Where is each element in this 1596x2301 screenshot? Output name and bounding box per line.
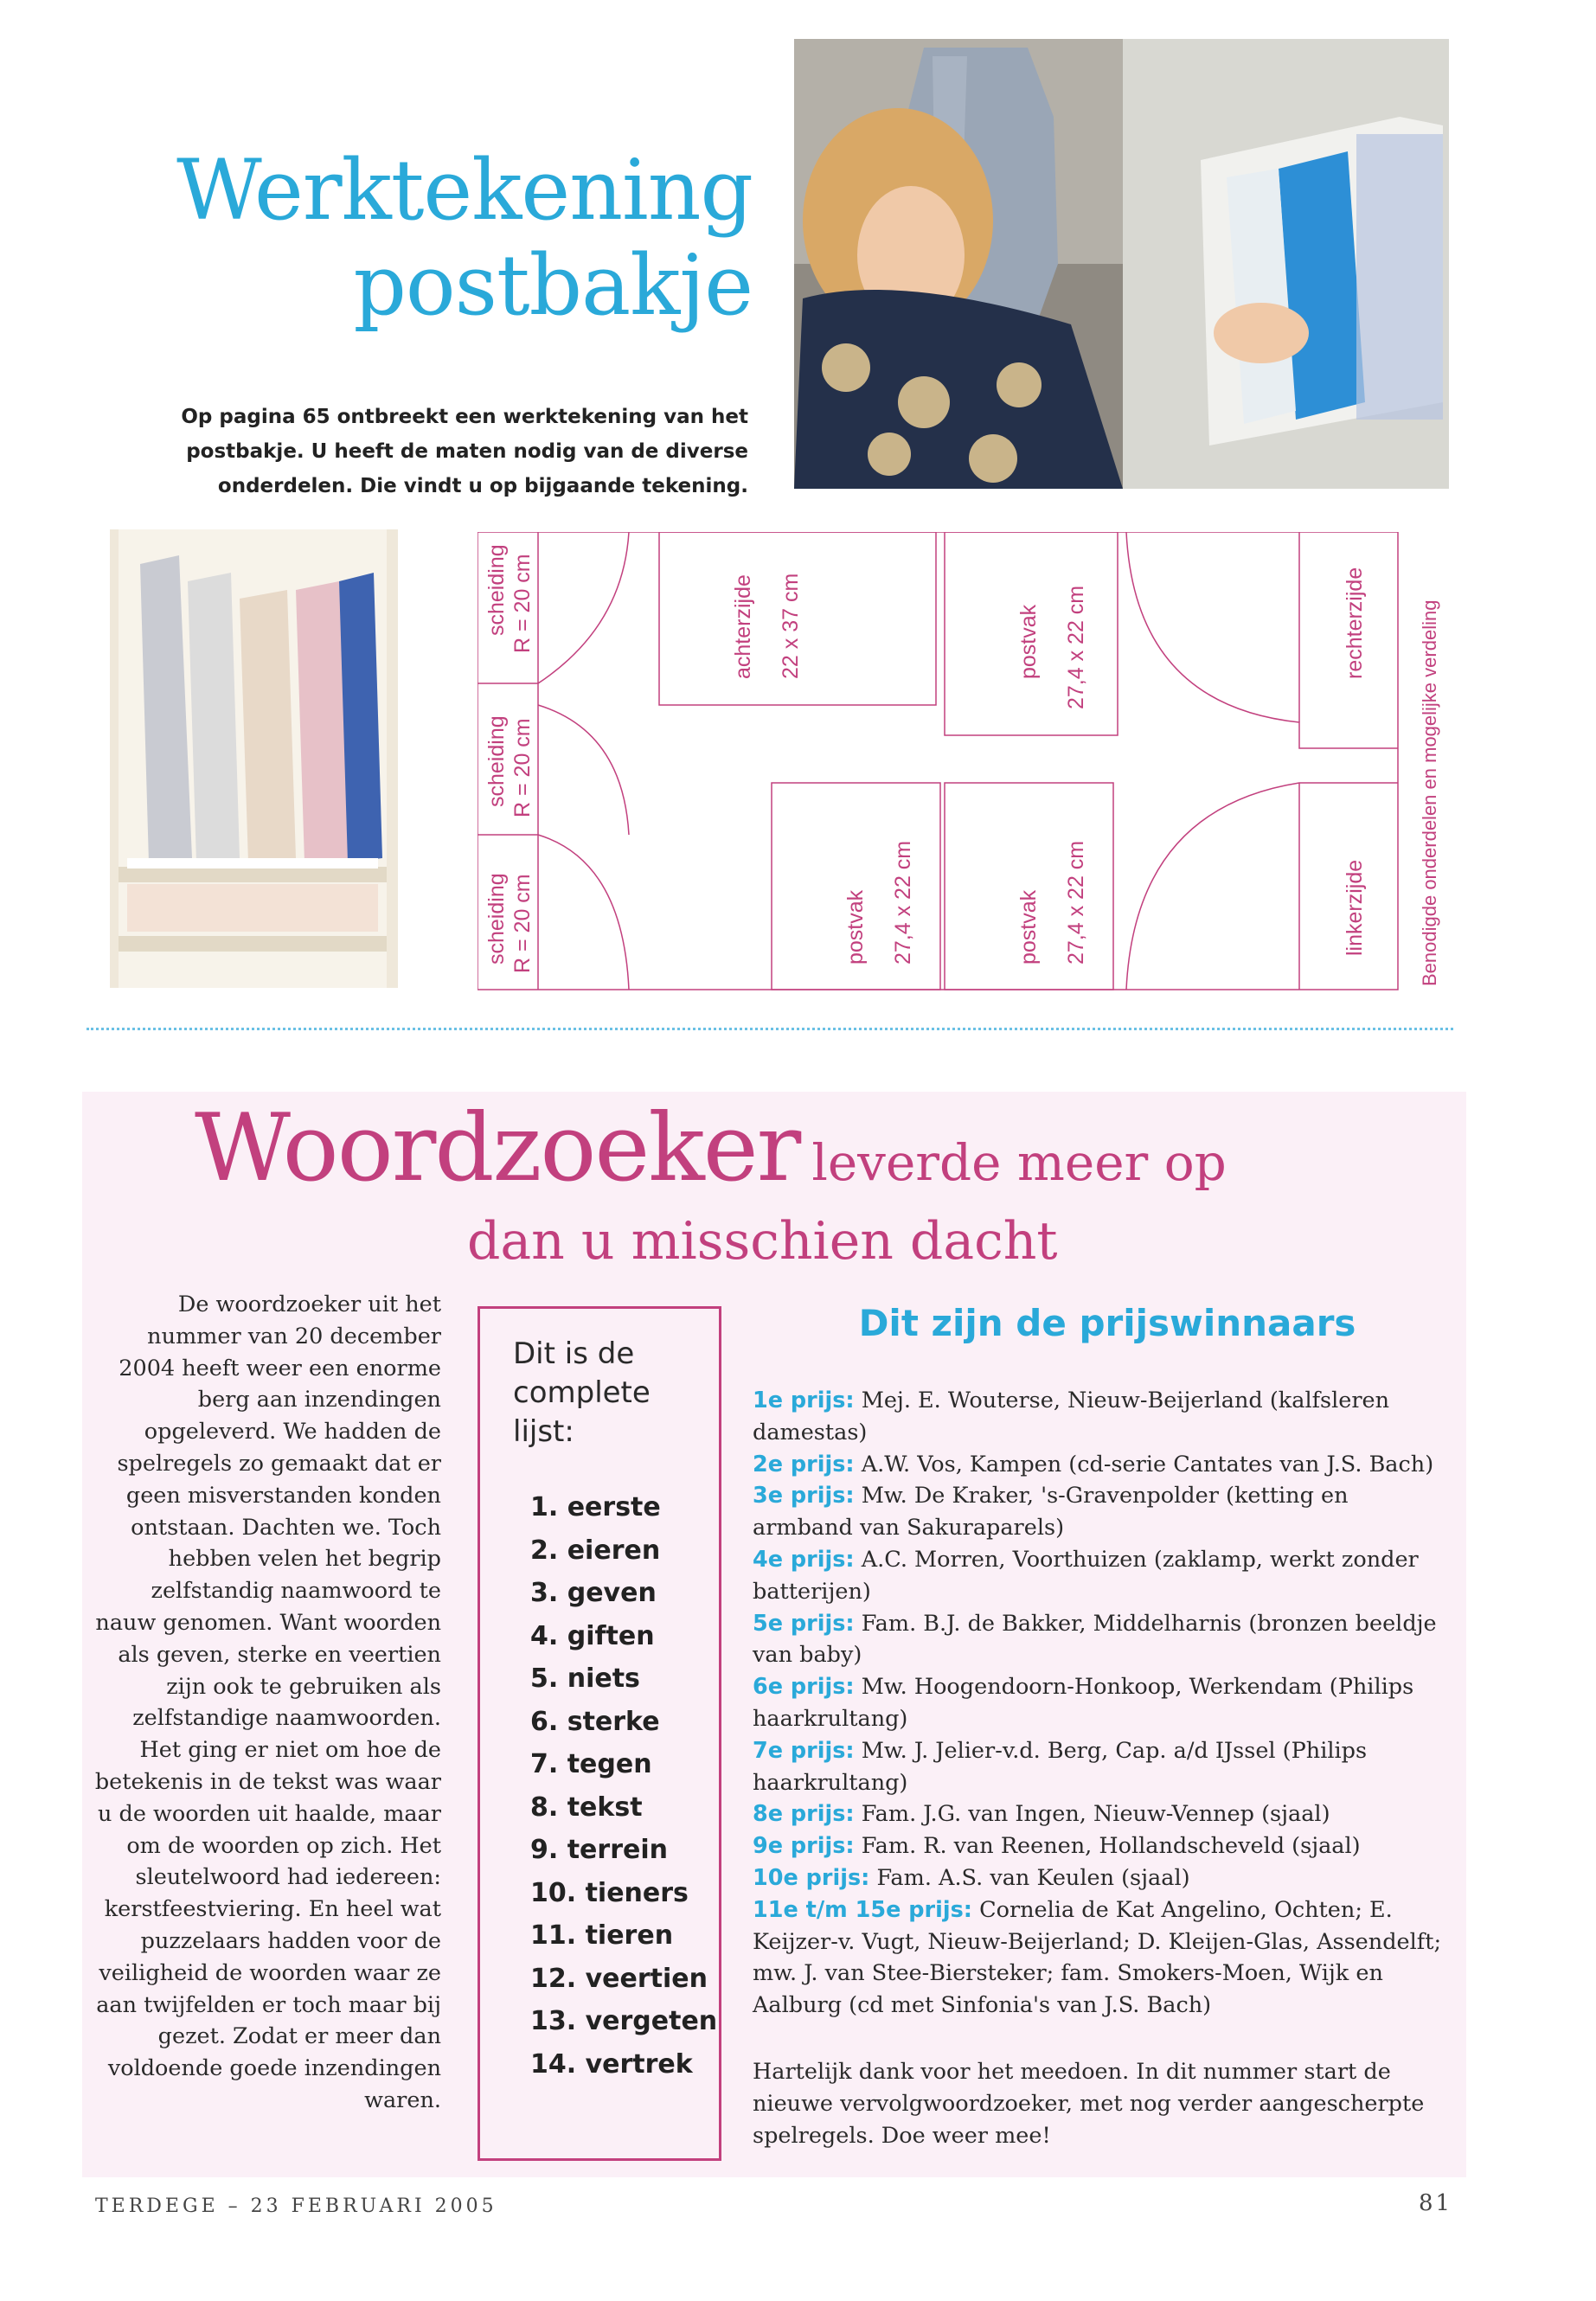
diagram-outline <box>478 532 1398 990</box>
scheiding-arc-2 <box>538 705 629 835</box>
winner-entry <box>753 1798 1453 1830</box>
winner-entry <box>753 1385 1453 1449</box>
winner-text: Fam. B.J. de Bakker, Middelharnis (bronzen beeldje van baby) <box>753 1610 1437 1669</box>
word-list-heading: Dit is de complete lijst: <box>513 1336 651 1449</box>
list-item: 5. niets <box>530 1663 640 1694</box>
winner-text: Mw. De Kraker, 's-Gravenpolder (ketting en armband van Sakuraparels) <box>753 1483 1349 1541</box>
label-postvak-bottom-1-size: 27,4 x 22 cm <box>891 840 915 965</box>
list-item: 14. vertrek <box>530 2048 693 2080</box>
label-radius-2: R = 20 cm <box>510 718 535 817</box>
label-postvak-bottom-2-size: 27,4 x 22 cm <box>1064 840 1088 965</box>
woordzoeker-subtitle: dan u misschien dacht <box>467 1211 1058 1272</box>
werktekening-title-line1: Werktekening <box>176 142 753 239</box>
winner-text: Fam. J.G. van Ingen, Nieuw-Vennep (sjaal) <box>861 1801 1330 1828</box>
thanks-text: Hartelijk dank voor het meedoen. In dit nummer start de nieuwe vervolgwoordzoeker, met nog verder aangescherpte spelregels. Doe weer mee! <box>753 2059 1425 2149</box>
section-divider <box>87 1028 1453 1030</box>
winner-label: 5e prijs: <box>753 1610 855 1637</box>
label-scheiding-3: scheiding <box>484 873 509 965</box>
woordzoeker-body-text: De woordzoeker uit het nummer van 20 december 2004 heeft weer een enorme berg aan inzendingen opgeleverd. We hadden de spelregels zo gemaakt dat er geen misverstanden konden ontstaan. Dachten we. Toch hebben velen het begrip zelfstandig naamwoord te nauw genomen. Want woorden als geven, sterke en veertien zijn ook te gebruiken als zelfstandige naamwoorden. Het ging er niet om hoe de betekenis in de tekst was waar u de woorden uit haalde, maar om de woorden op zich. Het sleutelwoord had iedereen: kerstfeestviering. En heel wat puzzelaars hadden voor de veiligheid de woorden waar ze aan twijfelden er toch maar bij gezet. Zodat er meer dan voldoende goede inzendingen waren. <box>94 1292 441 2113</box>
winner-label: 4e prijs: <box>753 1546 855 1573</box>
winner-label: 1e prijs: <box>753 1388 855 1413</box>
winner-entry <box>753 1608 1453 1672</box>
winner-text: Mw. Hoogendoorn-Honkoop, Werkendam (Philips haarkrultang) <box>753 1674 1414 1732</box>
woordzoeker-title <box>195 1094 1227 1202</box>
photo-shelf-illustration <box>110 529 398 988</box>
photo-child-with-mailbox <box>794 39 1449 489</box>
workdrawing-diagram <box>478 532 1451 990</box>
label-postvak-top-size: 27,4 x 22 cm <box>1064 585 1088 709</box>
label-scheiding-1: scheiding <box>484 544 509 636</box>
label-radius-1: R = 20 cm <box>510 554 535 653</box>
winner-entry <box>753 1830 1453 1862</box>
label-radius-3: R = 20 cm <box>510 874 535 973</box>
winner-entry <box>753 1671 1453 1735</box>
winner-label: 8e prijs: <box>753 1801 855 1828</box>
winner-entry <box>753 1735 1453 1799</box>
list-item: 11. tieren <box>530 1920 674 1951</box>
label-postvak-top: postvak <box>1016 604 1041 679</box>
winner-entry <box>753 1862 1453 1894</box>
label-achterzijde: achterzijde <box>731 574 755 679</box>
winner-entry <box>753 1894 1453 2022</box>
winner-text: Mw. J. Jelier-v.d. Berg, Cap. a/d IJssel (Philips haarkrultang) <box>753 1737 1368 1796</box>
photo-mailbox-shelf <box>110 529 398 988</box>
list-item: 13. vergeten <box>530 2006 718 2036</box>
winner-label: 7e prijs: <box>753 1737 855 1764</box>
winner-label: 6e prijs: <box>753 1674 855 1701</box>
footer-page-number: 81 <box>1419 2190 1453 2216</box>
winner-entry <box>753 1544 1453 1608</box>
list-item: 3. geven <box>530 1578 657 1608</box>
winners-title: Dit zijn de prijswinnaars <box>858 1302 1356 1344</box>
werktekening-title-line2: postbakje <box>353 237 753 334</box>
winner-text: A.C. Morren, Voorthuizen (zaklamp, werkt zonder batterijen) <box>753 1546 1419 1605</box>
winner-label: 9e prijs: <box>753 1833 855 1860</box>
word-list-box <box>478 1306 721 2161</box>
werktekening-title <box>95 143 753 333</box>
woordzoeker-title-big: Woordzoeker <box>195 1094 800 1202</box>
list-item: 4. giften <box>530 1620 655 1651</box>
label-postvak-bottom-2: postvak <box>1016 889 1041 965</box>
list-item: 9. terrein <box>530 1835 668 1865</box>
label-achterzijde-size: 22 x 37 cm <box>779 573 803 679</box>
winner-label: 3e prijs: <box>753 1483 855 1509</box>
label-scheiding-2: scheiding <box>484 715 509 807</box>
label-linkerzijde: linkerzijde <box>1343 859 1367 956</box>
winner-text: Fam. R. van Reenen, Hollandscheveld (sjaal) <box>861 1833 1361 1860</box>
winner-entry <box>753 1449 1453 1481</box>
winners-list <box>753 1385 1453 2022</box>
list-item: 6. sterke <box>530 1706 660 1737</box>
footer-publication: TERDEGE – 23 FEBRUARI 2005 <box>95 2195 497 2217</box>
winner-entry <box>753 1480 1453 1544</box>
winner-label: 11e t/m 15e prijs: <box>753 1896 972 1923</box>
winner-text: Mej. E. Wouterse, Nieuw-Beijerland (kalfsleren damestas) <box>753 1388 1390 1445</box>
werktekening-intro: Op pagina 65 ontbreekt een werktekening van het postbakje. U heeft de maten nodig van de diverse onderdelen. Die vindt u op bijgaande tekening. <box>181 406 748 497</box>
scheiding-arc-1 <box>538 532 629 683</box>
list-item: 12. veertien <box>530 1963 708 1994</box>
diagram-caption: Benodigde onderdelen en mogelijke verdeling <box>1419 599 1440 986</box>
scheiding-arc-3 <box>538 835 629 990</box>
list-item: 7. tegen <box>530 1749 652 1779</box>
list-item: 10. tieners <box>530 1877 689 1908</box>
woordzoeker-title-small: leverde meer op <box>811 1133 1227 1192</box>
photo-child-illustration <box>794 39 1449 489</box>
label-rechterzijde: rechterzijde <box>1343 567 1367 679</box>
winner-text: A.W. Vos, Kampen (cd-serie Cantates van J.S. Bach) <box>861 1451 1434 1477</box>
winner-text: Cornelia de Kat Angelino, Ochten; E. Keijzer-v. Vugt, Nieuw-Beijerland; D. Kleijen-Glas, Assendelft; mw. J. van Stee-Biersteker; fam. Smokers-Moen, Wijk en Aalburg (cd met Sinfonia's van J.S. Bach) <box>753 1896 1442 2019</box>
list-item: 2. eieren <box>530 1535 661 1566</box>
list-item: 8. tekst <box>530 1791 643 1823</box>
winner-label: 10e prijs: <box>753 1864 870 1891</box>
winner-text: Fam. A.S. van Keulen (sjaal) <box>876 1864 1190 1891</box>
list-item: 1. eerste <box>530 1492 661 1522</box>
word-list <box>530 1486 717 2086</box>
label-postvak-bottom-1: postvak <box>843 889 868 965</box>
winner-label: 2e prijs: <box>753 1451 855 1477</box>
